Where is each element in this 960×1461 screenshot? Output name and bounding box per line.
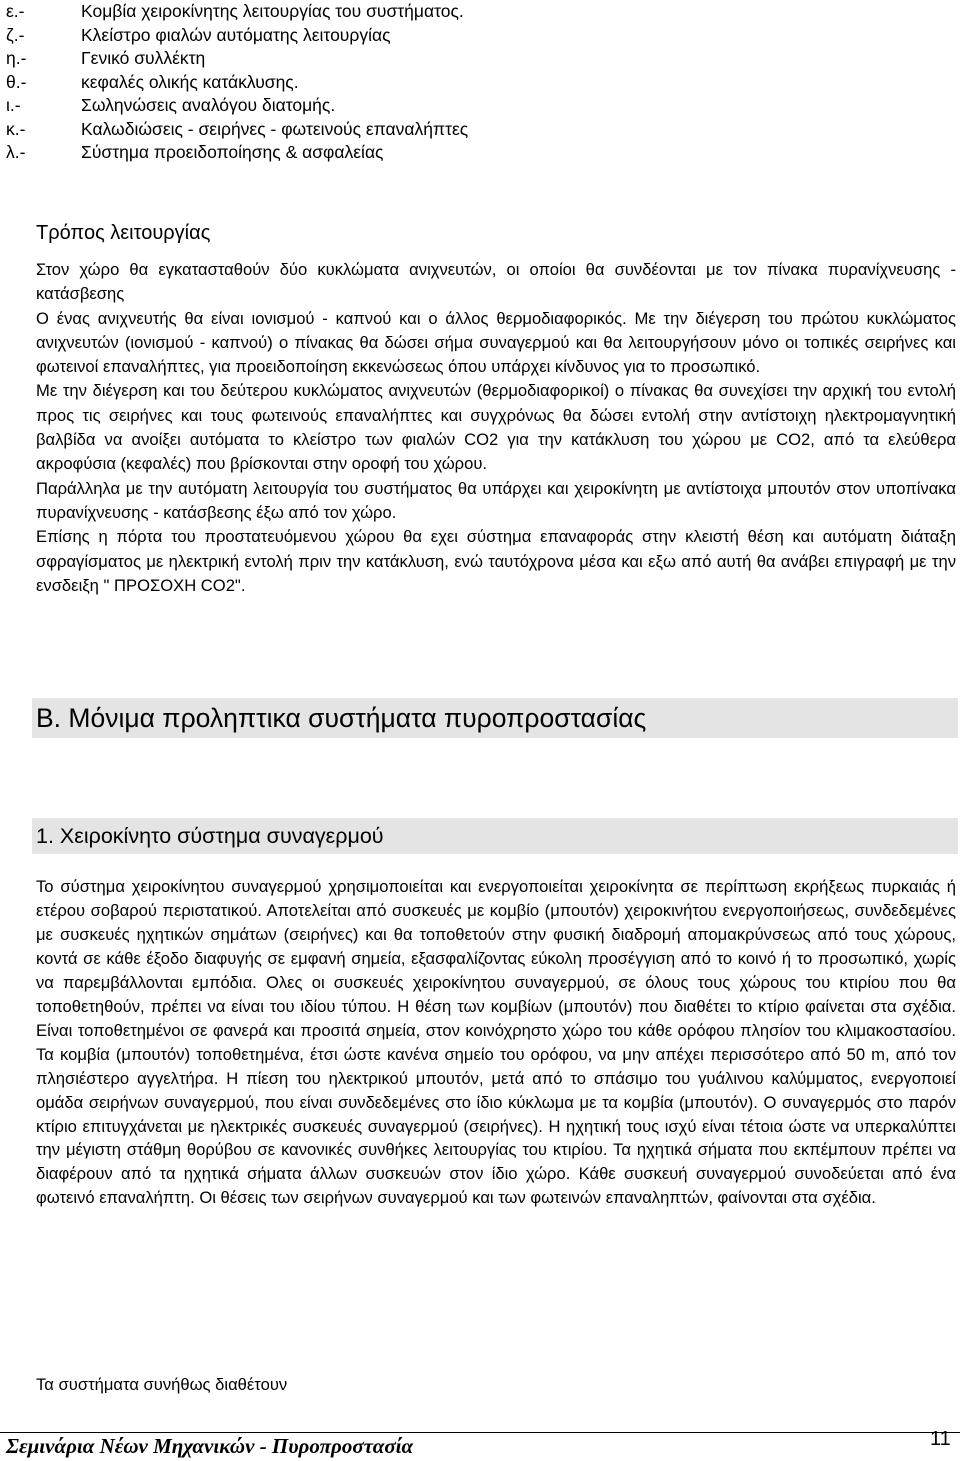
paragraph: Τα συστήματα συνήθως διαθέτουν	[36, 1375, 288, 1394]
paragraph: Στον χώρο θα εγκατασταθούν δύο κυκλώματα ανιχνευτών, οι οποίοι θα συνδέονται με τον πίνακα πυρανίχνευσης - κατάσβεσης	[36, 260, 956, 304]
list-marker: θ.-	[6, 71, 27, 92]
section-1-title: 1. Χειροκίνητο σύστημα συναγερμού	[36, 824, 384, 848]
list-item	[6, 71, 946, 95]
operation-body	[36, 258, 956, 598]
list-marker: κ.-	[6, 118, 26, 139]
list-item	[6, 24, 946, 48]
paragraph: Με την διέγερση και του δεύτερου κυκλώματος ανιχνευτών (θερμοδιαφορικοί) ο πίνακας θα συνεχίσει την αρχική του εντολή προς τις σειρήνες και τους φωτεινούς επαναλήπτες και συγχρόνως θα δώσει εντολή στην αντίστοιχη ηλεκτρομαγνητική βαλβίδα να ανοίξει αυτόματα το κλείστρο των φιαλών CO2 για την κατάκλυση του χώρου με CO2, από τα ελεύθερα ακροφύσια (κεφαλές) που βρίσκονται στην οροφή του χώρου.	[36, 381, 956, 474]
list-marker: ι.-	[6, 95, 21, 115]
list-item	[6, 94, 946, 118]
section-1-trailing	[36, 1373, 956, 1397]
list-item	[6, 0, 946, 24]
list-marker: ε.-	[6, 1, 25, 21]
paragraph: Ο ένας ανιχνευτής θα είναι ιονισμού - καπνού και ο άλλος θερμοδιαφορικός. Με την διέγερση του πρώτου κυκλώματος ανιχνευτών (ιονισμού - καπνού) ο πίνακας θα δώσει σήμα συναγερμού και θα λειτουργήσουν μόνο οι τοπικές σειρήνες και φωτεινοί επαναλήπτες, για προειδοποίηση εκκενώσεως όπου υπάρχει κίνδυνος για το προσωπικό.	[36, 308, 956, 377]
section-b-title: Β. Μόνιμα προληπτικα συστήματα πυροπροστασίας	[36, 703, 647, 733]
section-1-body	[36, 875, 956, 1210]
list-marker: η.-	[6, 48, 27, 68]
operation-heading: Τρόπος λειτουργίας	[36, 222, 211, 244]
footer-title: Σεμινάρια Νέων Μηχανικών - Πυροπροστασία	[6, 1434, 414, 1458]
list-text: Κομβία χειροκίνητης λειτουργίας του συστήματος.	[81, 1, 464, 21]
list-marker: ζ.-	[6, 24, 25, 45]
list-item	[6, 118, 946, 142]
footer-divider	[0, 1432, 960, 1433]
list-text: Γενικό συλλέκτη	[81, 48, 206, 68]
list-text: Καλωδιώσεις - σειρήνες - φωτεινούς επαναλήπτες	[81, 118, 469, 139]
page-number: 11	[930, 1428, 951, 1450]
list-text: Σύστημα προειδοποίησης & ασφαλείας	[81, 142, 384, 162]
list-text: κεφαλές ολικής κατάκλυσης.	[81, 71, 299, 92]
list-item	[6, 141, 946, 165]
equipment-list	[6, 0, 946, 165]
list-text: Κλείστρο φιαλών αυτόματης λειτουργίας	[81, 24, 391, 45]
section-b-heading	[32, 698, 958, 738]
list-item	[6, 47, 946, 71]
paragraph: Το σύστημα χειροκίνητου συναγερμού χρησιμοποιείται και ενεργοποιείται χειροκίνητα σε περίπτωση εκρήξεως πυρκαιάς ή ετέρου σοβαρού περιστατικού. Αποτελείται από συσκευές με κομβίο (μπουτόν) χειροκινήτου ενεργοποιήσεως, συνδεδεμένες με συσκευές ηχητικών σημάτων (σειρήνες) και θα τοποθετούν στην φυσική διαδρομή απομακρύνσεως από τους χώρους, κοντά σε κάθε έξοδο διαφυγής σε εμφανή σημεία, εξασφαλίζοντας εύκολη προσέγγιση από το κοινό ή το προσωπικό, χωρίς να παρεμβάλλονται εμπόδια. Ολες οι συσκευές χειροκίνητου συναγερμού, σε όλους τους χώρους του κτιρίου που θα τοποθετηθούν, πρέπει να είναι του ιδίου τύπου. Η θέση των κομβίων (μπουτόν) που διαθέτει το κτίριο φαίνεται στα σχέδια. Είναι τοποθετημένοι σε φανερά και προσιτά σημεία, στον κοινόχρηστο χώρο του κάθε ορόφου πλησίον του κλιμακοστασίου. Τα κομβία (μπουτόν) τοποθετημένα, έτσι ώστε κανένα σημείο του ορόφου, να μην απέχει περισσότερο από 50 m, από τον πλησιέστερο αγγελτήρα. Η πίεση του ηλεκτρικού μπουτόν, μετά από το σπάσιμο του γυάλινου καλύμματος, ενεργοποιεί ομάδα σειρήνων συναγερμού, που είναι συνδεδεμένες στο ίδιο κύκλωμα με τα κομβία (μπουτόν). Ο συναγερμός στο παρόν κτίριο επιτυγχάνεται με ηλεκτρικές συσκευές συναγερμού (σειρήνες). Η ηχητική τους ισχύ είναι τέτοια ώστε να υπερκαλύπτει την μέγιστη στάθμη θορύβου σε κανονικές συνθήκες λειτουργίας του κτιρίου. Τα ηχητικά σήματα που εκπέμπουν πρέπει να διαφέρουν από τα ηχητικά σήματα άλλων συσκευών στον ίδιο χώρο. Κάθε συσκευή συναγερμού συνοδεύεται από ένα φωτεινό επαναλήπτη. Οι θέσεις των σειρήνων συναγερμού και των φωτεινών επαναληπτών, φαίνονται στα σχέδια.	[36, 877, 956, 1208]
list-marker: λ.-	[6, 142, 26, 162]
list-text: Σωληνώσεις αναλόγου διατομής.	[81, 95, 336, 115]
paragraph: Παράλληλα με την αυτόματη λειτουργία του συστήματος θα υπάρχει και χειροκίνητη με αντίστοιχα μπουτόν στον υποπίνακα πυρανίχνευσης - κατάσβεσης έξω από τον χώρο.	[36, 478, 956, 522]
paragraph: Επίσης η πόρτα του προστατευόμενου χώρου θα εχει σύστημα επαναφοράς στην κλειστή θέση και αυτόματη διάταξη σφραγίσματος με ηλεκτρική εντολή πριν την κατάκλυση, ενώ ταυτόχρονα μέσα και εξω από αυτή θα ανάβει επιγραφή με την ενσδειξη " ΠΡΟΣΟΧΗ CO2".	[36, 527, 956, 595]
section-1-heading	[32, 818, 958, 854]
